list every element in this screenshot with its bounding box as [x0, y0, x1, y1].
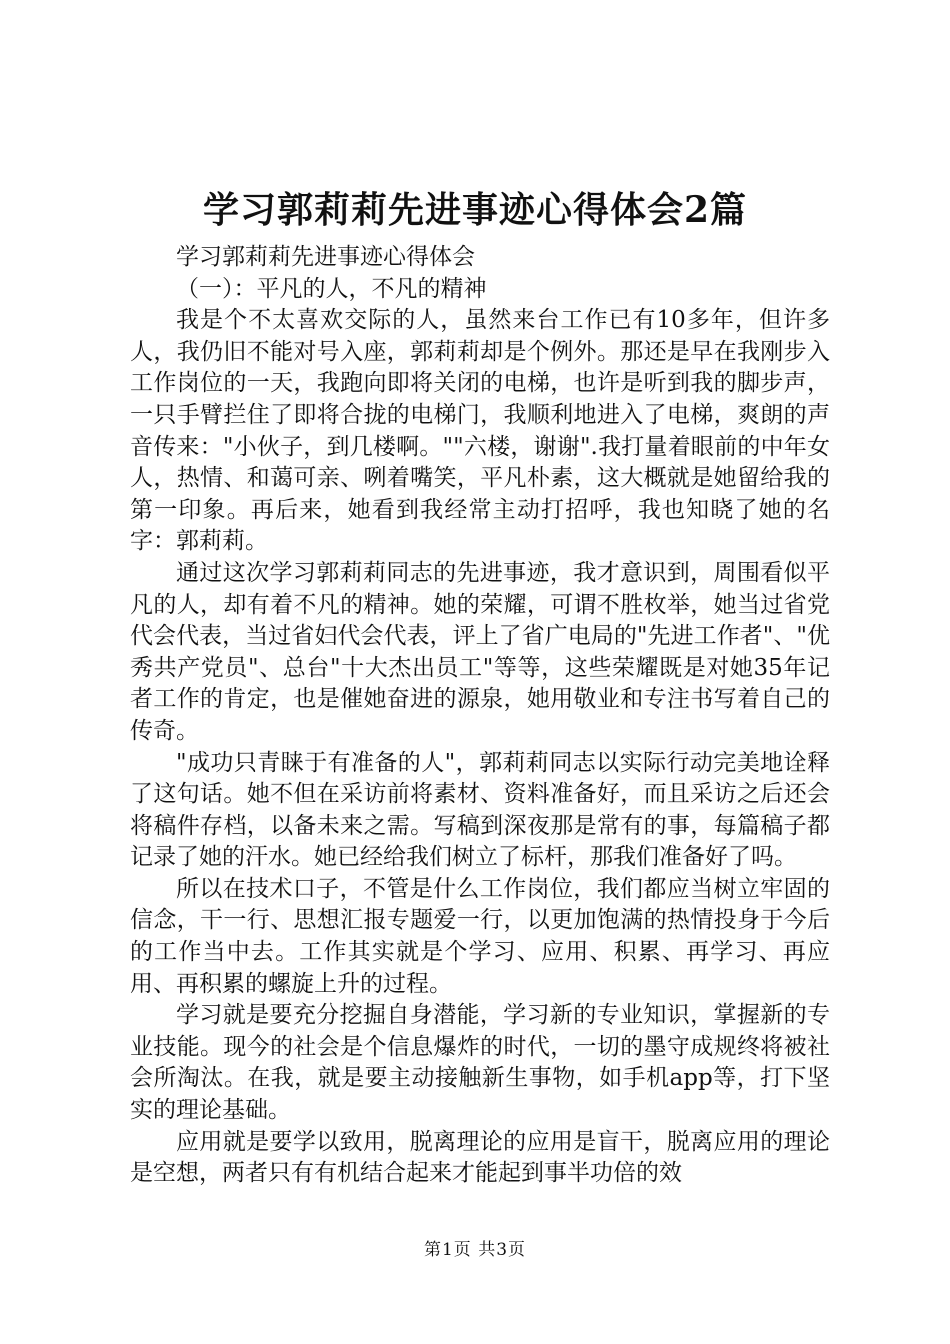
body-paragraph: 所以在技术口子，不管是什么工作岗位，我们都应当树立牢固的信念，干一行、思想汇报专题爱一行，以更加饱满的热情投身于今后的工作当中去。工作其实就是个学习、应用、积累、再学习、再应用、再积累的螺旋上升的过程。 — [130, 875, 830, 997]
subtitle-paragraph: 学习郭莉莉先进事迹心得体会 — [176, 244, 475, 270]
body-paragraph: 应用就是要学以致用，脱离理论的应用是盲干，脱离应用的理论是空想，两者只有有机结合起来才能起到事半功倍的效 — [130, 1128, 830, 1187]
body-paragraph: 学习就是要充分挖掘自身潜能，学习新的专业知识，掌握新的专业技能。现今的社会是个信息爆炸的时代，一切的墨守成规终将被社会所淘汰。在我，就是要主动接触新生事物，如手机app等，打下坚实的理论基础。 — [130, 1002, 830, 1124]
body-paragraph: 我是个不太喜欢交际的人，虽然来台工作已有10多年，但许多人，我仍旧不能对号入座，郭莉莉却是个例外。那还是早在我刚步入工作岗位的一天，我跑向即将关闭的电梯，也许是听到我的脚步声，一只手臂拦住了即将合拢的电梯门，我顺利地进入了电梯，爽朗的声音传来："小伙子，到几楼啊。""六楼，谢谢".我打量着眼前的中年女人，热情、和蔼可亲、咧着嘴笑，平凡朴素，这大概就是她留给我的第一印象。再后来，她看到我经常主动打招呼，我也知晓了她的名字：郭莉莉。 — [130, 307, 830, 555]
document-title: 学习郭莉莉先进事迹心得体会2篇 — [202, 189, 748, 231]
body-paragraph: "成功只青睐于有准备的人"，郭莉莉同志以实际行动完美地诠释了这句话。她不但在采访前将素材、资料准备好，而且采访之后还会将稿件存档，以备未来之需。写稿到深夜那是常有的事，每篇稿子都记录了她的汗水。她已经给我们树立了标杆，那我们准备好了吗。 — [130, 749, 830, 871]
document-body — [130, 242, 830, 1190]
section-heading: （一）：平凡的人，不凡的精神 — [176, 275, 487, 302]
page-number-footer: 第1页 共3页 — [423, 1240, 527, 1260]
body-paragraph: 通过这次学习郭莉莉同志的先进事迹，我才意识到，周围看似平凡的人，却有着不凡的精神。她的荣耀，可谓不胜枚举，她当过省党代会代表，当过省妇代会代表，评上了省广电局的"先进工作者"、"优秀共产党员"、总台"十大杰出员工"等等，这些荣耀既是对她35年记者工作的肯定，也是催她奋进的源泉，她用敬业和专注书写着自己的传奇。 — [130, 559, 830, 744]
